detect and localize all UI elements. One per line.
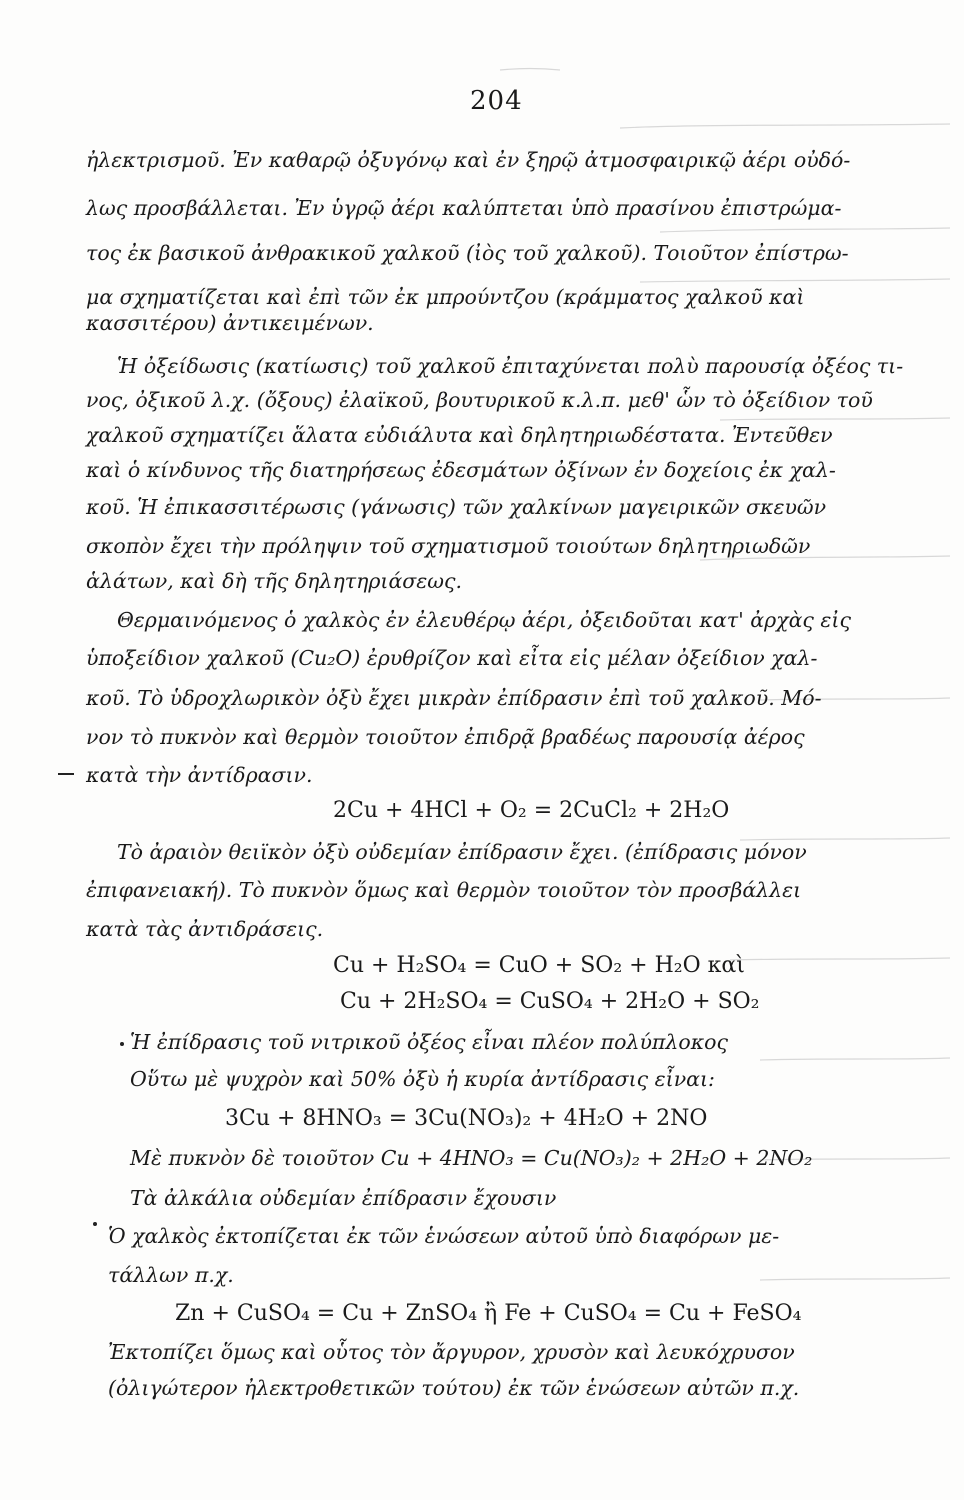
text-line: νον τὸ πυκνὸν καὶ θερμὸν τοιοῦτον ἐπιδρᾷ βραδέως παρουσίᾳ ἀέρος — [86, 725, 805, 749]
text-line: τάλλων π.χ. — [108, 1263, 234, 1287]
text-line: χαλκοῦ σχηματίζει ἅλατα εὐδιάλυτα καὶ δηλητηριωδέστατα. Ἐντεῦθεν — [86, 423, 833, 447]
text-line: ἐπιφανειακή). Τὸ πυκνὸν ὅμως καὶ θερμὸν τοιοῦτον τὸν προσβάλλει — [86, 878, 802, 902]
text-line: λως προσβάλλεται. Ἐν ὑγρῷ ἀέρι καλύπτεται ὑπὸ πρασίνου ἐπιστρώμα- — [86, 196, 842, 220]
text-line: σκοπὸν ἔχει τὴν πρόληψιν τοῦ σχηματισμοῦ τοιούτων δηλητηριωδῶν — [86, 534, 811, 558]
text-line: καὶ ὁ κίνδυνος τῆς διατηρήσεως ἐδεσμάτων ὀξίνων ἐν δοχείοις ἐκ χαλ- — [86, 458, 836, 482]
text-line: μα σχηματίζεται καὶ ἐπὶ τῶν ἐκ μπρούντζου (κράμματος χαλκοῦ καὶ — [86, 285, 805, 309]
text-line: Τὰ ἀλκάλια οὐδεμίαν ἐπίδρασιν ἔχουσιν — [130, 1186, 557, 1210]
text-line: Ἡ ἐπίδρασις τοῦ νιτρικοῦ ὀξέος εἶναι πλέον πολύπλοκος — [130, 1030, 728, 1054]
text-line: Τὸ ἀραιὸν θειϊκὸν ὀξὺ οὐδεμίαν ἐπίδρασιν ἔχει. (ἐπίδρασις μόνον — [117, 840, 807, 864]
equation: Cu + H₂SO₄ = CuO + SO₂ + H₂O καὶ — [333, 953, 745, 978]
text-line: ἁλάτων, καὶ δὴ τῆς δηλητηριάσεως. — [86, 569, 462, 593]
text-line: νος, ὀξικοῦ λ.χ. (ὄξους) ἐλαϊκοῦ, βουτυρικοῦ κ.λ.π. μεθ' ὧν τὸ ὀξείδιον τοῦ — [86, 388, 873, 412]
text-line: κοῦ. Τὸ ὑδροχλωρικὸν ὀξὺ ἔχει μικρὰν ἐπίδρασιν ἐπὶ τοῦ χαλκοῦ. Μό- — [86, 686, 822, 710]
margin-dot — [93, 1222, 97, 1226]
page-number: 204 — [470, 86, 523, 116]
text-line: τος ἐκ βασικοῦ ἀνθρακικοῦ χαλκοῦ (ἰὸς τοῦ χαλκοῦ). Τοιοῦτον ἐπίστρω- — [86, 241, 849, 265]
equation: 2Cu + 4HCl + O₂ = 2CuCl₂ + 2H₂O — [333, 798, 730, 823]
text-line: Οὕτω μὲ ψυχρὸν καὶ 50% ὀξὺ ἡ κυρία ἀντίδρασις εἶναι: — [130, 1067, 715, 1091]
text-line: κασσιτέρου) ἀντικειμένων. — [86, 311, 374, 335]
text-line: Μὲ πυκνὸν δὲ τοιοῦτον Cu + 4HNO₃ = Cu(NO₃)₂ + 2H₂O + 2NO₂ — [130, 1146, 813, 1170]
text-line: ἠλεκτρισμοῦ. Ἐν καθαρῷ ὀξυγόνῳ καὶ ἐν ξηρῷ ἀτμοσφαιρικῷ ἀέρι οὐδό- — [86, 148, 851, 172]
text-line: κατὰ τὰς ἀντιδράσεις. — [86, 917, 324, 941]
equation: Cu + 2H₂SO₄ = CuSO₄ + 2H₂O + SO₂ — [340, 989, 760, 1014]
text-line: ὑποξείδιον χαλκοῦ (Cu₂O) ἐρυθρίζον καὶ εἶτα εἰς μέλαν ὀξείδιον χαλ- — [86, 646, 818, 670]
text-line: Ἐκτοπίζει ὅμως καὶ οὗτος τὸν ἄργυρον, χρυσὸν καὶ λευκόχρυσον — [108, 1340, 795, 1364]
equation: 3Cu + 8HNO₃ = 3Cu(NO₃)₂ + 4H₂O + 2NO — [225, 1106, 708, 1131]
equation: Zn + CuSO₄ = Cu + ZnSO₄ ἢ Fe + CuSO₄ = Cu + FeSO₄ — [175, 1301, 802, 1326]
text-line: Θερμαινόμενος ὁ χαλκὸς ἐν ἐλευθέρῳ ἀέρι, ὀξειδοῦται κατ' ἀρχὰς εἰς — [117, 608, 851, 632]
text-line: κοῦ. Ἡ ἐπικασσιτέρωσις (γάνωσις) τῶν χαλκίνων μαγειρικῶν σκευῶν — [86, 495, 827, 519]
text-line: κατὰ τὴν ἀντίδρασιν. — [86, 763, 313, 787]
text-line: Ἡ ὀξείδωσις (κατίωσις) τοῦ χαλκοῦ ἐπιταχύνεται πολὺ παρουσίᾳ ὀξέος τι- — [117, 354, 904, 378]
margin-dash — [58, 773, 74, 775]
text-line: Ὁ χαλκὸς ἐκτοπίζεται ἐκ τῶν ἑνώσεων αὐτοῦ ὑπὸ διαφόρων με- — [108, 1224, 780, 1248]
text-line: (ὀλιγώτερον ἠλεκτροθετικῶν τούτου) ἐκ τῶν ἑνώσεων αὐτῶν π.χ. — [108, 1376, 800, 1400]
margin-dot — [120, 1042, 124, 1046]
